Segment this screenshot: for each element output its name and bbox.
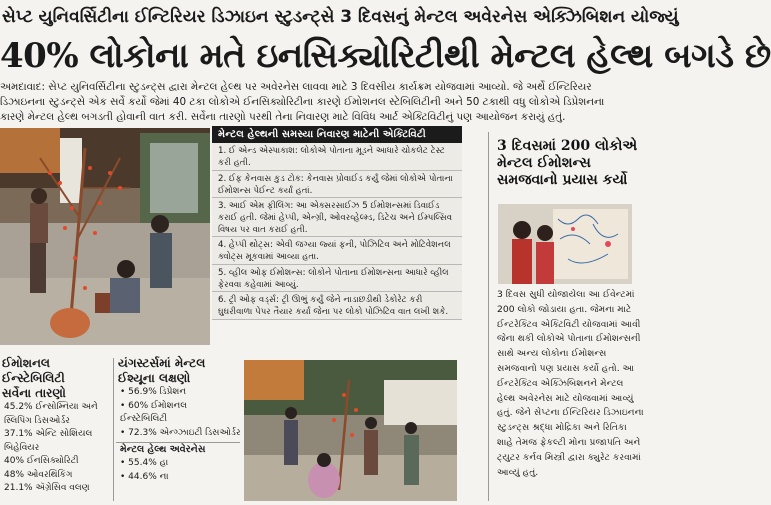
activity-item: 4. હેપ્પી થોટ્સ: એવી જગ્યા જ્યાં ફની, પોઝિટિવ અને મોટિવેશનલ ક્વોટ્સ મૂકવામાં આવ્યા હતા. — [212, 237, 462, 265]
activities-heading: મેન્ટલ હેલ્થની સમસ્યા નિવારણ માટેની એક્ટિવિટી — [212, 126, 462, 143]
stat-item: 37.1% એન્ટિ સોશિયલ — [4, 429, 93, 439]
activities-box — [212, 126, 462, 353]
youth-symptoms-stats — [116, 356, 240, 484]
stats-subheading: મેન્ટલ હેલ્થ અવેરનેસ — [116, 442, 240, 457]
stat-item: 48% ઓવરથિંકિંગ — [4, 469, 73, 480]
stat-item: 40% ઈનસિક્યોરિટી — [4, 456, 79, 466]
stat-item: 21.1% ઍગ્રેસિવ વલણ — [4, 483, 90, 493]
stat-item: • 60% ઈમોશનલ — [120, 400, 188, 411]
article-kicker: સેપ્ટ યુનિવર્સિટીના ઈન્ટિરિયર ડિઝાઇન સ્ટુડન્ટ્સે 3 દિવસનું મેન્ટલ અવેરનેસ એક્ઝિબિશન યોજ્યું — [2, 7, 679, 27]
sidebar-text: 3 દિવસ સુધી યોજાયેલા આ ઈવેન્ટમાં 200 લોકો જોડાયા હતા. જેમના માટે ઈન્ટરેક્ટિવ એક્ટિવિટી યોજવામાં આવી જેના થકી લોકોએ પોતાના ઈમોશન્સની સાથે અન્ય લોકોના ઈમોશન્સ સમજવાનો પણ પ્રયાસ કર્યો હતો. આ ઈન્ટરેક્ટિવ એક્ઝિબિશનને મેન્ટલ હેલ્થ અવેરનેસ માટે યોજવામાં આવ્યું હતું. જેને સેપ્ટના ઈન્ટિરિયર ડિઝાઇનના સ્ટુડન્ટ્સ શ્રદ્ધા મોદ્રિકા અને રિતિકા શાહે તેમજ ફેકલ્ટી મોના પ્રજાપતિ અને ટ્યુટર કર્નવ મિસ્ત્રી દ્વારા ક્યુરેટ કરવામાં આવ્યું હતું. — [497, 289, 644, 478]
stats-title: યંગસ્ટર્સમાં મેન્ટલ — [118, 356, 206, 370]
emotional-instability-stats — [0, 356, 110, 496]
article-headline: 40% લોકોના મતે ઇનસિક્યોરિટીથી મેન્ટલ હેલ્થ બગડે છે — [0, 36, 771, 76]
column-divider — [113, 358, 114, 501]
stat-item: 45.2% ઈન્સોમ્નિયા અને — [4, 402, 98, 412]
column-divider — [488, 132, 489, 501]
stat-item: ઈન્સ્ટેબિલિટી — [120, 414, 168, 424]
stat-item: • 55.4% હા — [120, 458, 169, 468]
stat-item: • 44.6% ના — [120, 471, 169, 482]
activity-item: 1. ઈ એન્ડ એસ્પાકાશ: લોકોએ પોતાના મૂડને આધારે ચોકલેટ ટેસ્ટ કરી હતી. — [212, 143, 462, 171]
article-lead — [0, 80, 645, 125]
outdoor-exhibition-photo — [244, 360, 457, 501]
stats-title: ઈમોશનલ ઈન્સ્ટેબિલિટી — [2, 356, 65, 385]
activities-list — [212, 143, 462, 320]
stat-item: સ્લિપિંગ ડિસઓર્ડર — [4, 415, 70, 426]
activity-item: 5. વ્હીલ ઓફ ઈમોશન્સ: લોકોને પોતાના ઈમોશન્સના આધારે વ્હીલ ફેરવવા કહેવામાં આવ્યું. — [212, 265, 462, 293]
sidebar-title: 3 દિવસમાં 200 લોકોએ મેન્ટલ ઈમોશન્સ સમજવાનો પ્રયાસ કર્યો — [497, 138, 638, 188]
stat-item: બિહેવિયર — [4, 442, 40, 453]
students-photo — [498, 204, 632, 284]
activity-item: 3. આઈ એમ ફીલિંગ: આ એક્સરસાઈઝ 5 ઈમોશન્સમાં ડિવાઈડ કરાઈ હતી. જેમાં હેપ્પી, એન્ગ્રી, ઓવરવ્હેલ્મ્ડ, ડિટેચ અને ઈમ્પલ્સિવ વિષય પર વાત કરાઈ હતી. — [212, 198, 462, 237]
stat-item: • 72.3% એન્ગ્ઝાઇટી ડિસઓર્ડર — [120, 427, 241, 438]
lead-line: ડિઝાઇનના સ્ટુડન્ટ્સે એક સર્વે કર્યો જેમાં 40 ટકા લોકોએ ઈનસિક્યોરિટીના કારણે ઈમોશનલ સ્ટેબિલિટીની અને 50 ટકાથી વધુ લોકોએ ડિપ્રેશનના — [0, 96, 605, 108]
activity-item: 2. ઈફ કેનવાસ કુડ ટોક: કેનવાસ પ્રોવાઈડ કર્યું જેમાં લોકોએ પોતાના ઈમોશન્સ પેઈન્ટ કર્યાં હતાં. — [212, 171, 462, 199]
lead-line: અમદાવાદ: સેપ્ટ યુનિવર્સિટીના સ્ટુડન્ટ્સ દ્વારા મેન્ટલ હેલ્થ પર અવેરનેસ લાવવા માટે 3 દિવસીય કાર્યક્રમ યોજવામાં આવ્યો. જે અર્થે ઈન્ટિરિયર — [0, 81, 592, 93]
exhibition-tree-photo — [0, 128, 210, 345]
stats-title: ઈશ્યૂના લક્ષણો — [118, 371, 191, 385]
lead-line: કારણે મેન્ટલ હેલ્થ બગડતી હોવાની વાત કરી. સર્વેના તારણો પરથી તેના નિવારણ માટે વિવિધ આર્ટ એક્ટિવિટીનું પણ આયોજન કરાયું હતું. — [0, 111, 566, 123]
stats-title: સર્વેના તારણો — [2, 386, 66, 400]
stat-item: • 56.9% ડિપ્રેશન — [120, 387, 187, 397]
activity-item: 6. ટ્રી ઓફ વર્ડ્સ: ટ્રી ઊભું કર્યું જેને નાડાછડીથી ડેકોરેટ કરી ઘુઘરીવાળા પેપર તૈયાર કર્યા જેના પર લોકો પોઝિટિવ વાત લખી શકે. — [212, 292, 462, 320]
